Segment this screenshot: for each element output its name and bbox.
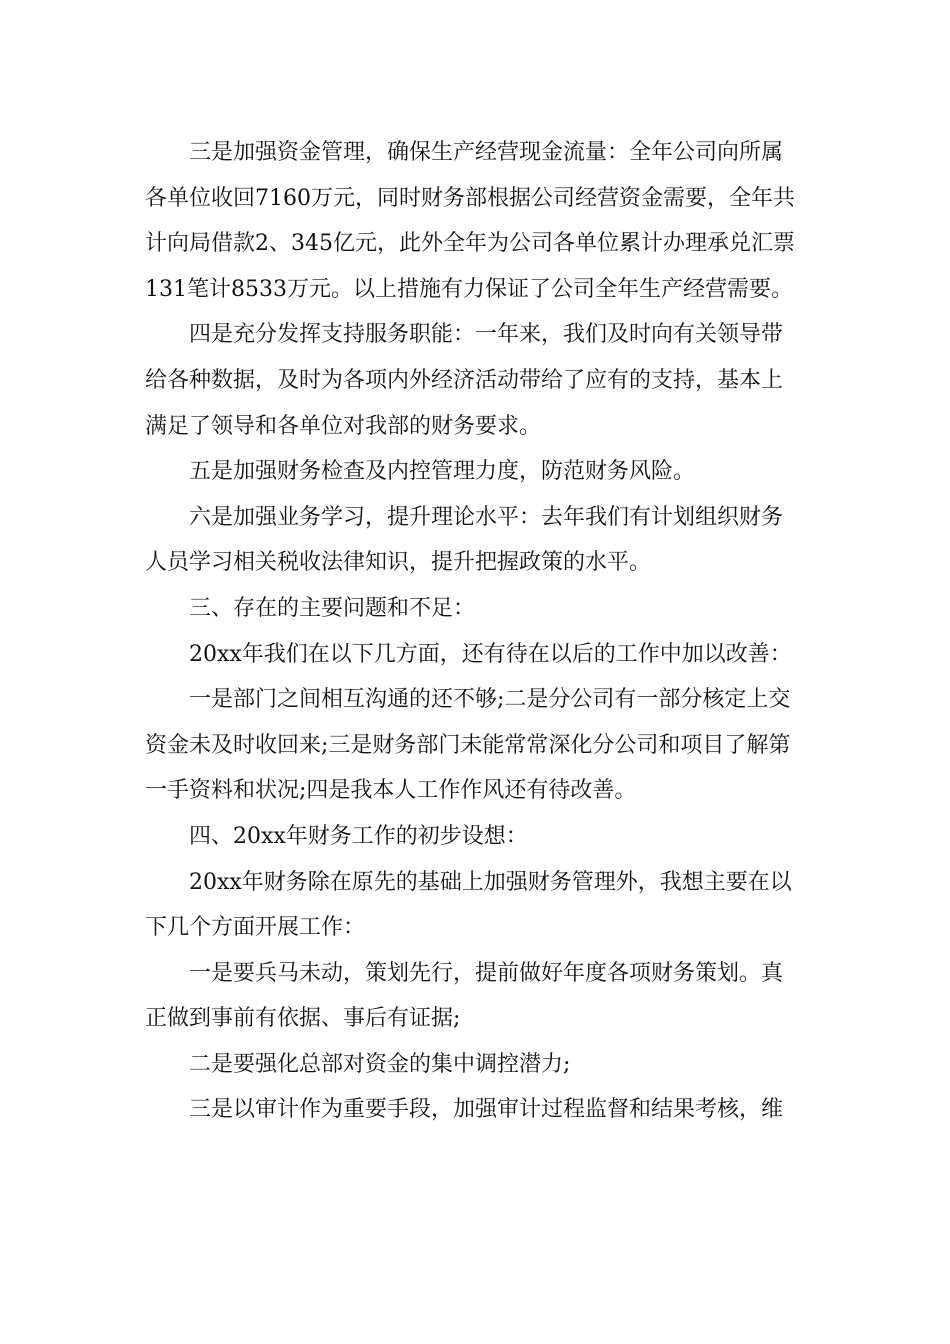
paragraph-line: 四是充分发挥支持服务职能：一年来，我们及时向有关领导带 (189, 322, 784, 348)
paragraph-line: 三是加强资金管理，确保生产经营现金流量：全年公司向所属 (189, 140, 784, 165)
section-heading: 三、存在的主要问题和不足： (189, 595, 476, 621)
paragraph-line: 20xx年财务除在原先的基础上加强财务管理外，我想主要在以 (189, 869, 792, 895)
paragraph-line: 六是加强业务学习，提升理论水平：去年我们有计划组织财务 (189, 504, 784, 530)
paragraph-line: 三是以审计作为重要手段，加强审计过程监督和结果考核，维 (189, 1097, 784, 1123)
paragraph-line: 二是要强化总部对资金的集中调控潜力; (189, 1051, 571, 1077)
paragraph-line: 一是要兵马未动，策划先行，提前做好年度各项财务策划。真 (189, 960, 784, 986)
paragraph-line: 一手资料和状况;四是我本人工作作风还有待改善。 (145, 778, 637, 804)
section-heading: 四、20xx年财务工作的初步设想： (189, 823, 528, 849)
paragraph-line: 20xx年我们在以下几方面，还有待在以后的工作中加以改善： (189, 641, 792, 667)
paragraph-line: 正做到事前有依据、事后有证据; (145, 1006, 461, 1032)
paragraph-line: 计向局借款2、345亿元，此外全年为公司各单位累计办理承兑汇票 (145, 231, 795, 257)
paragraph-line: 131笔计8533万元。以上措施有力保证了公司全年生产经营需要。 (145, 276, 793, 302)
paragraph-line: 五是加强财务检查及内控管理力度，防范财务风险。 (189, 459, 696, 485)
paragraph-line: 资金未及时收回来;三是财务部门未能常常深化分公司和项目了解第 (145, 732, 791, 758)
paragraph-line: 一是部门之间相互沟通的还不够;二是分公司有一部分核定上交 (189, 687, 791, 713)
paragraph-line: 满足了领导和各单位对我部的财务要求。 (145, 413, 542, 439)
paragraph-line: 各单位收回7160万元，同时财务部根据公司经营资金需要，全年共 (145, 185, 795, 211)
document-body (145, 130, 810, 1133)
paragraph-line: 人员学习相关税收法律知识，提升把握政策的水平。 (145, 550, 652, 576)
paragraph-line: 给各种数据，及时为各项内外经济活动带给了应有的支持，基本上 (145, 367, 784, 393)
paragraph-line: 下几个方面开展工作： (145, 915, 366, 941)
